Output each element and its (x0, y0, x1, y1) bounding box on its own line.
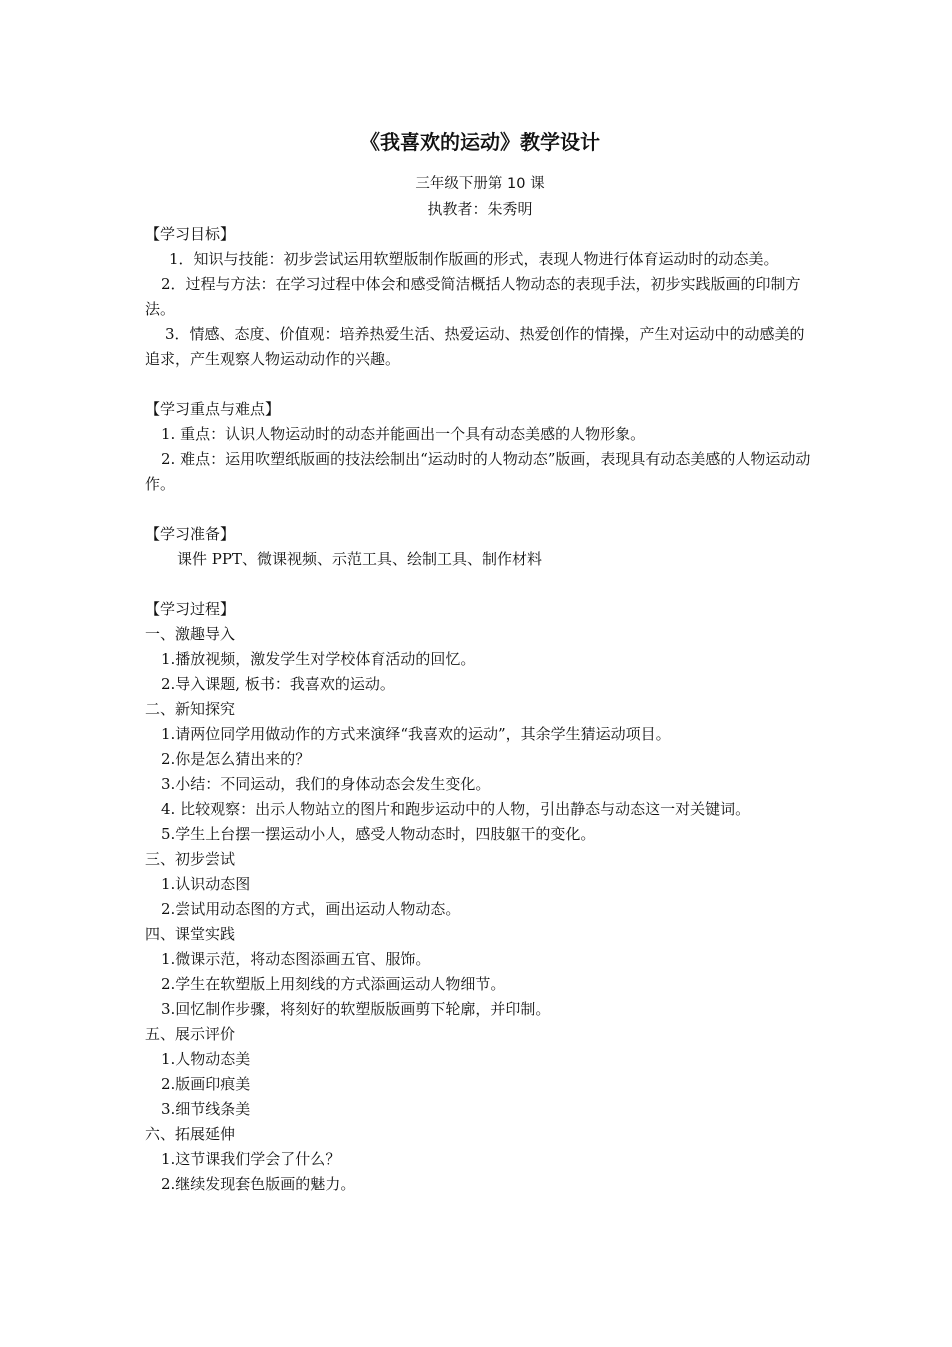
section-title: 一、激趣导入 (145, 625, 236, 643)
list-item: 1.认识动态图 (161, 875, 251, 893)
section-title: 三、初步尝试 (145, 850, 236, 868)
list-item: 1.人物动态美 (161, 1050, 251, 1068)
objectives-heading: 【学习目标】 (145, 225, 236, 243)
document-page (145, 120, 815, 1197)
list-item: 3.小结：不同运动，我们的身体动态会发生变化。 (161, 775, 491, 793)
process-section (145, 922, 815, 1022)
list-item: 3.回忆制作步骤，将刻好的软塑版版画剪下轮廓，并印制。 (161, 1000, 551, 1018)
list-item: 1.播放视频，激发学生对学校体育活动的回忆。 (161, 650, 476, 668)
list-item: 1.请两位同学用做动作的方式来演绎“我喜欢的运动”，其余学生猜运动项目。 (161, 725, 671, 743)
preparation-heading: 【学习准备】 (145, 525, 236, 543)
process-section (145, 697, 815, 847)
section-title: 五、展示评价 (145, 1025, 236, 1043)
process-section (145, 1122, 815, 1197)
spacer (145, 572, 815, 597)
list-item: 4. 比较观察：出示人物站立的图片和跑步运动中的人物，引出静态与动态这一对关键词。 (161, 800, 751, 818)
list-item: 2.学生在软塑版上用刻线的方式添画运动人物细节。 (161, 975, 506, 993)
objective-item: 1．知识与技能：初步尝试运用软塑版制作版画的形式，表现人物进行体育运动时的动态美。 (169, 250, 779, 268)
section-title: 六、拓展延伸 (145, 1125, 236, 1143)
objective-item: 3．情感、态度、价值观：培养热爱生活、热爱运动、热爱创作的情操，产生对运动中的动感美的追求，产生观察人物运动动作的兴趣。 (145, 325, 805, 368)
list-item: 1.这节课我们学会了什么？ (161, 1150, 341, 1168)
process-heading: 【学习过程】 (145, 600, 236, 618)
spacer (145, 497, 815, 522)
list-item: 5.学生上台摆一摆运动小人，感受人物动态时，四肢躯干的变化。 (161, 825, 596, 843)
list-item: 3.细节线条美 (161, 1100, 251, 1118)
list-item: 2.版画印痕美 (161, 1075, 251, 1093)
section-title: 四、课堂实践 (145, 925, 236, 943)
key-points-heading: 【学习重点与难点】 (145, 400, 281, 418)
list-item: 2.继续发现套色版画的魅力。 (161, 1175, 356, 1193)
preparation-text: 课件 PPT、微课视频、示范工具、绘制工具、制作材料 (177, 550, 542, 568)
key-point-item: 2. 难点：运用吹塑纸版画的技法绘制出“运动时的人物动态”版画，表现具有动态美感的人物运动动作。 (145, 450, 811, 493)
list-item: 2.你是怎么猜出来的？ (161, 750, 311, 768)
list-item: 2.导入课题, 板书：我喜欢的运动。 (161, 675, 395, 693)
process-section (145, 1022, 815, 1122)
list-item: 2.尝试用动态图的方式，画出运动人物动态。 (161, 900, 461, 918)
lesson-subtitle: 三年级下册第 10 课 (415, 176, 545, 192)
page-title: 《我喜欢的运动》教学设计 (360, 130, 600, 154)
section-title: 二、新知探究 (145, 700, 236, 718)
process-section (145, 847, 815, 922)
author-line: 执教者：朱秀明 (427, 200, 533, 218)
process-section (145, 622, 815, 697)
objective-item: 2．过程与方法：在学习过程中体会和感受简洁概括人物动态的表现手法，初步实践版画的印制方法。 (145, 275, 801, 318)
spacer (145, 372, 815, 397)
key-point-item: 1. 重点：认识人物运动时的动态并能画出一个具有动态美感的人物形象。 (161, 425, 646, 443)
list-item: 1.微课示范，将动态图添画五官、服饰。 (161, 950, 431, 968)
